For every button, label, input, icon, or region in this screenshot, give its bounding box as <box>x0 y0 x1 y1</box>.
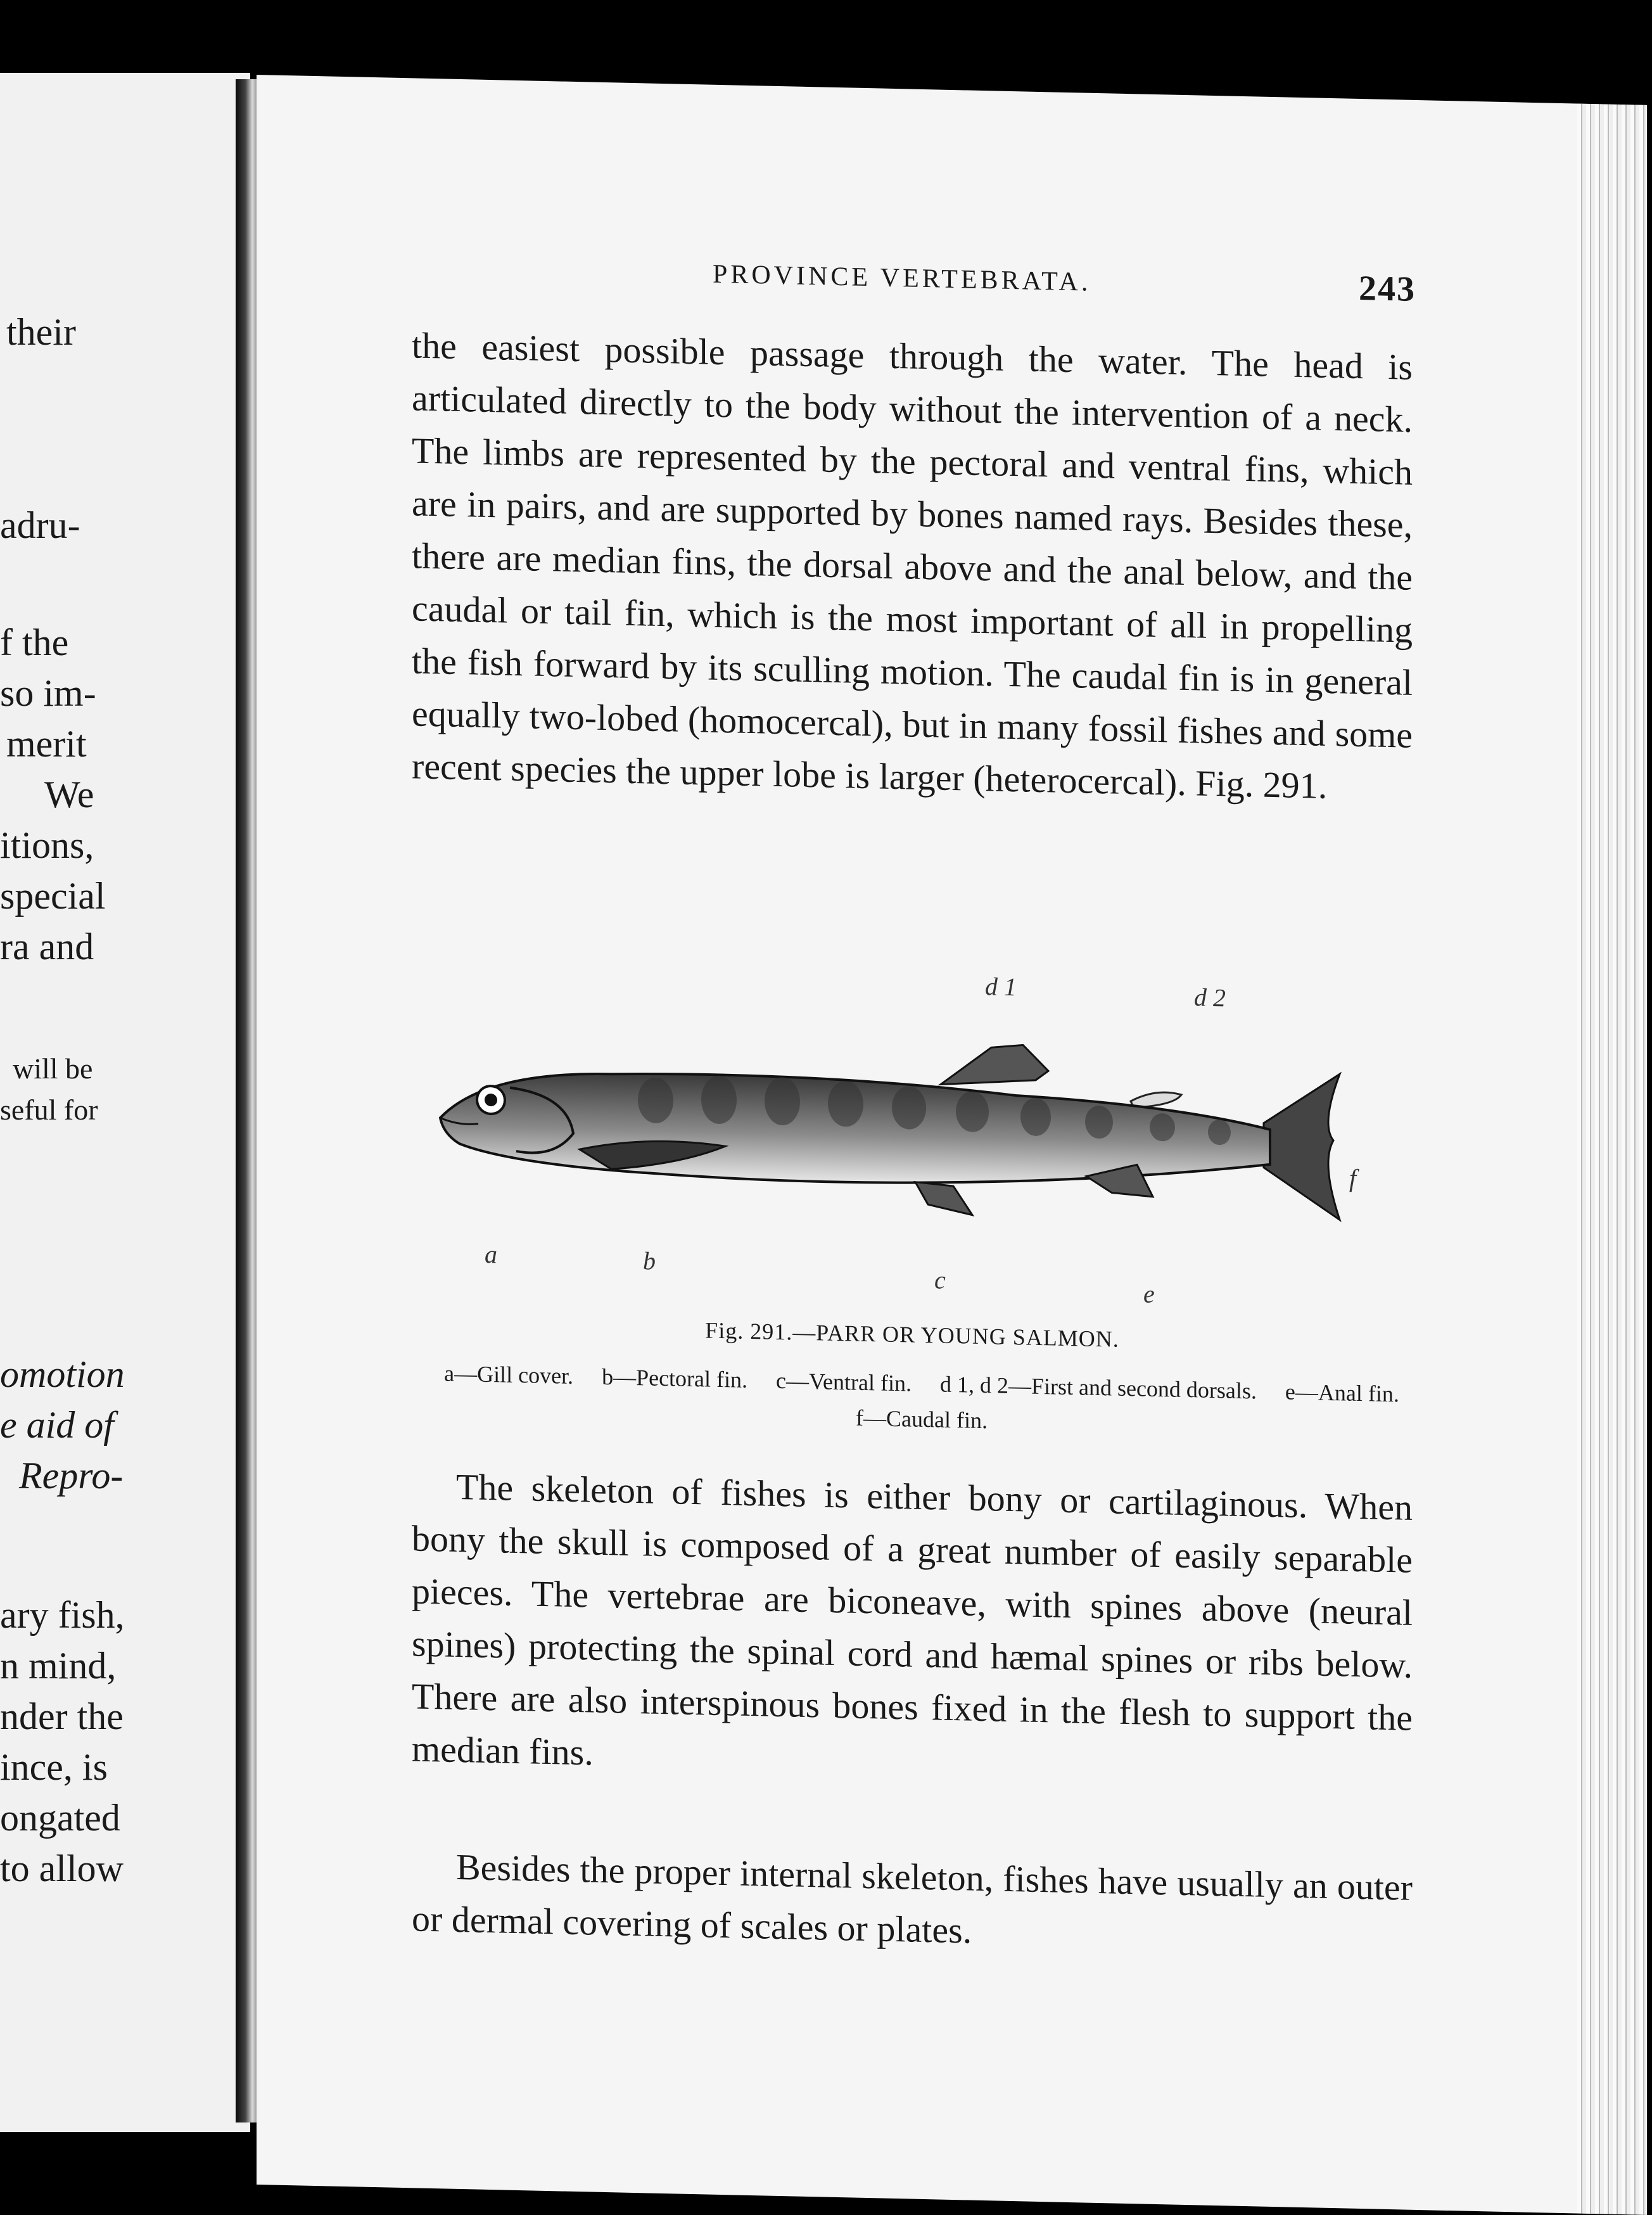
left-fragment: their <box>6 311 76 353</box>
legend-item: c—Ventral fin. <box>776 1367 912 1396</box>
legend-item: e—Anal fin. <box>1285 1379 1399 1407</box>
running-title: PROVINCE VERTEBRATA. <box>713 259 1091 297</box>
label-f: f <box>1349 1163 1357 1192</box>
label-d2: d 2 <box>1194 983 1226 1012</box>
caption-number: Fig. 291.— <box>705 1317 816 1346</box>
left-fragment: omotion <box>0 1353 125 1395</box>
left-fragment: ince, is <box>0 1746 108 1788</box>
legend-item: b—Pectoral fin. <box>602 1363 748 1393</box>
page-number: 243 <box>1359 268 1416 309</box>
page-header <box>257 249 1647 309</box>
left-fragment: f the <box>0 622 69 663</box>
label-b: b <box>643 1246 656 1275</box>
caption-title: PARR OR YOUNG SALMON. <box>816 1320 1119 1352</box>
label-a: a <box>485 1239 497 1269</box>
left-fragment: ra and <box>0 926 94 967</box>
figure-legend <box>421 1355 1422 1448</box>
left-fragment: We <box>44 774 94 815</box>
legend-item: d 1, d 2—First and second dorsals. <box>939 1371 1257 1404</box>
left-fragment: n mind, <box>0 1645 117 1687</box>
left-fragment: itions, <box>0 824 94 866</box>
fish-figure <box>383 958 1422 1336</box>
paragraph-2: The skeleton of fishes is either bony or cartilaginous. When bony the skull is composed of a great number of easily separable pieces. The vertebrae are biconeave, with spines above (neural spines) protecting the spinal cord and hæmal spines or ribs below. There are also interspinous bones fixed in the flesh to support the median fins. <box>412 1465 1413 1773</box>
right-page <box>257 75 1647 2215</box>
left-fragment: will be <box>13 1052 93 1085</box>
left-fragment: seful for <box>0 1094 98 1126</box>
left-fragment: adru- <box>0 504 80 546</box>
label-d1: d 1 <box>985 972 1017 1002</box>
page-edge <box>1577 103 1647 2214</box>
left-fragment: special <box>0 875 106 917</box>
left-page <box>0 73 250 2132</box>
paragraph-3: Besides the proper internal skeleton, fishes have usually an outer or dermal covering of scales or plates. <box>412 1846 1413 1951</box>
left-fragment: nder the <box>0 1695 124 1737</box>
left-fragment: ongated <box>0 1797 120 1839</box>
left-fragment: ary fish, <box>0 1594 125 1636</box>
ventral-fin <box>915 1182 972 1215</box>
label-e: e <box>1143 1279 1155 1308</box>
label-c: c <box>934 1265 946 1294</box>
first-dorsal-fin <box>941 1044 1048 1087</box>
left-fragment: e aid of <box>0 1404 114 1446</box>
left-fragment: merit <box>6 723 87 765</box>
paragraph-1: the easiest possible passage through the water. The head is articulated directly to the body without the intervention of a neck. The limbs are represented by the pectoral and ventral fins, which are in pairs, and are supported by bones named rays. Besides these, there are median fins, the dorsal above and the anal below, and the caudal or tail fin, which is the most important of all in propelling the fish forward by its sculling motion. The caudal fin is in general equally two-lobed (homocercal), but in many fossil fishes and some recent species the upper lobe is larger (heterocercal). Fig. 291. <box>412 324 1413 807</box>
left-fragment: Repro- <box>19 1455 124 1497</box>
salmon-illustration <box>383 958 1422 1336</box>
left-fragment: so im- <box>0 672 96 714</box>
legend-item: a—Gill cover. <box>444 1360 574 1389</box>
left-fragment: to allow <box>0 1848 124 1889</box>
legend-item: f—Caudal fin. <box>856 1405 988 1434</box>
caudal-fin <box>1264 1073 1340 1220</box>
